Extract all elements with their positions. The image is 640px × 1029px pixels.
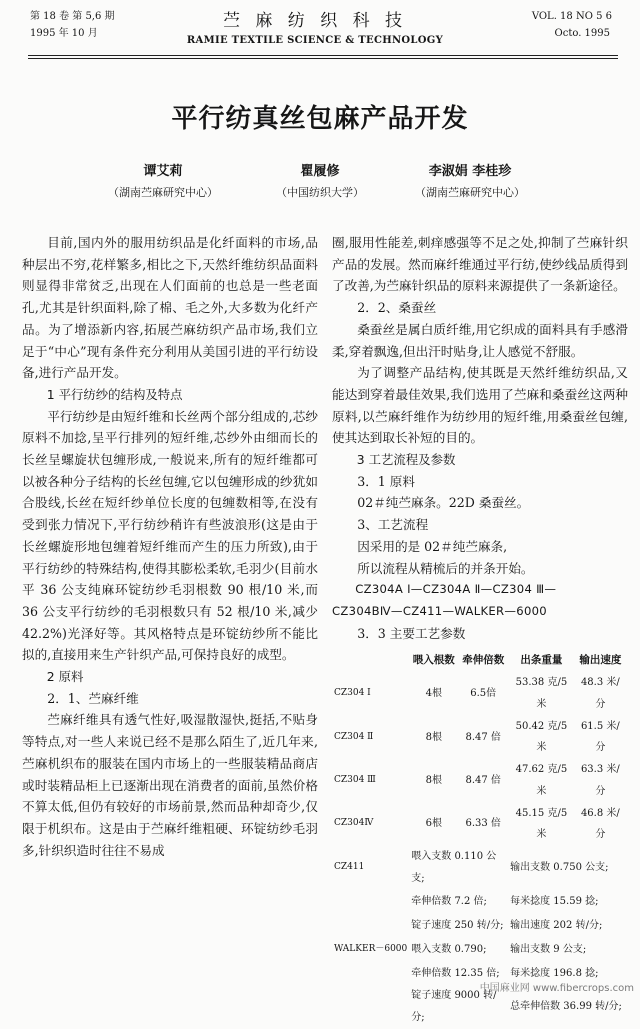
section-2-1-paragraph: 苎麻纤维具有透气性好,吸湿散湿快,挺括,不贴身等特点,对一些人来说已经不是那么陌生了,近几年来,苎麻机织布的服装在国内市场上的一些服装精品商店或时装精品柜上已逐渐出现在消费者的面前,虽然价格不算太低,但仍有较好的市场前景,然而品种却奇少,仅限于机织布。这是由于苎麻纤维粗硬、环锭纺纱毛羽多,针织织造时往往不易成 bbox=[22, 712, 318, 858]
intro-paragraph: 目前,国内外的服用纺织品是化纤面料的市场,品种层出不穷,花样繁多,相比之下,天然纤维纺织品面料则显得非常贫乏,出现在人们面前的也总是一些老面孔,尤其是针织面料,除了棉、毛之外,大多数为化纤产品。为了增添新内容,拓展苎麻纺织产品市场,我们立足于“中心”现有条件充分利用从美国引进的平行纺设备,进行产品开发。 bbox=[22, 235, 318, 381]
section-1-paragraph: 平行纺纱是由短纤维和长丝两个部分组成的,芯纱原料不加捻,呈平行排列的短纤维,芯纱外由细而长的长丝呈螺旋状包缠形成,一般说来,所有的短纤维都可以被各种分子结构的长丝包缠,它以包缠形成的纱犹如合股线,长丝在短纤纱单位长度的包缠数相等,在没有受到张力情况下,平行纺纱稍许有些波浪形(这是由于长丝螺旋形地包缠着短纤维而产生的压力所致),由于平行纺纱的特殊结构,使得其膨松柔软,毛羽少(目前水平 36 公支纯麻环锭纺纱毛羽根数 90 根/10 米,而 36 公支平行纺纱的毛羽根数只有 52 根/10 米,减少 42.2%)光泽好等。其风格特点是环锭纺纱所不能比拟的,直接用来生产针织产品,可保持良好的成型。 bbox=[22, 408, 318, 663]
table-cell: 喂入支数 0.790; bbox=[411, 943, 487, 955]
machine-cell: CZ304Ⅳ bbox=[334, 818, 374, 829]
table-cell: 锭子速度 9000 转/分; bbox=[411, 990, 497, 1024]
section-3-3-heading: 3．3 主要工艺参数 bbox=[357, 625, 466, 641]
table-row bbox=[332, 913, 626, 937]
table-row bbox=[332, 759, 626, 802]
author-affiliation: （湖南苎麻研究中心） bbox=[108, 186, 218, 199]
author-3 bbox=[380, 160, 560, 200]
table-cell: 61.5 米/分 bbox=[580, 720, 620, 754]
table-cell: 每米捻度 196.8 捻; bbox=[510, 967, 599, 979]
author-name: 李淑娟 李桂珍 bbox=[428, 164, 512, 179]
section-3-1-text: 02＃纯苎麻条。22D 桑蚕丝。 bbox=[357, 495, 530, 511]
table-header-cell: 牵伸倍数 bbox=[462, 653, 505, 666]
author-1 bbox=[88, 160, 238, 200]
table-cell: 8.47 倍 bbox=[465, 731, 501, 743]
header-left bbox=[30, 8, 115, 42]
table-cell: 47.62 克/5 米 bbox=[515, 764, 568, 797]
journal-name-en: RAMIE TEXTILE SCIENCE & TECHNOLOGY bbox=[186, 35, 444, 46]
machine-cell: CZ411 bbox=[334, 861, 365, 872]
table-cell: 牵伸倍数 12.35 倍; bbox=[411, 967, 500, 979]
date-cn: 1995 年 10 月 bbox=[30, 28, 98, 39]
site-watermark: 中国麻业网 www.fibercrops.com bbox=[479, 983, 634, 994]
date-en: Octo. 1995 bbox=[554, 28, 610, 39]
section-3-2-line-1: 因采用的是 02＃纯苎麻条, bbox=[357, 538, 508, 554]
table-row bbox=[332, 889, 626, 913]
machine-cell: CZ304 Ⅲ bbox=[334, 775, 376, 786]
author-name: 谭艾莉 bbox=[143, 164, 183, 179]
section-2-2-paragraph-1: 桑蚕丝是属白质纤维,用它织成的面料具有手感滑柔,穿着飘逸,但出汗时贴身,让人感觉不舒服。 bbox=[332, 321, 628, 359]
author-block bbox=[0, 160, 640, 210]
paper-title: 平行纺真丝包麻产品开发 bbox=[171, 104, 469, 134]
table-cell: 6根 bbox=[425, 818, 442, 830]
table-row bbox=[332, 937, 626, 961]
section-3-2-heading: 3、工艺流程 bbox=[357, 517, 429, 533]
table-cell: 喂入支数 0.110 公支; bbox=[411, 850, 497, 884]
table-cell: 4根 bbox=[425, 688, 442, 700]
table-row bbox=[332, 846, 626, 889]
table-cell: 50.42 克/5 米 bbox=[515, 720, 568, 754]
table-cell: 8.47 倍 bbox=[465, 775, 501, 787]
table-row bbox=[332, 803, 626, 846]
section-2-heading: 2 原料 bbox=[46, 669, 84, 685]
section-2-2-heading: 2．2、桑蚕丝 bbox=[357, 300, 437, 316]
table-header-cell: 喂入根数 bbox=[412, 653, 455, 666]
machine-cell: CZ304 Ⅱ bbox=[334, 731, 374, 742]
table-cell: 63.3 米/分 bbox=[580, 764, 620, 797]
table-row bbox=[332, 716, 626, 759]
header-rule-double bbox=[28, 58, 618, 59]
table-cell: 6.5倍 bbox=[470, 688, 497, 700]
author-2 bbox=[250, 160, 390, 200]
machine-cell-empty bbox=[332, 889, 409, 913]
machine-cell-empty bbox=[332, 985, 409, 1028]
process-flow-line-2: CZ304BⅣ—CZ411—WALKER—6000 bbox=[332, 603, 547, 618]
process-parameter-table bbox=[332, 648, 626, 1028]
section-1-heading: 1 平行纺纱的结构及特点 bbox=[46, 386, 183, 402]
section-3-2-line-2: 所以流程从精梳后的并条开始。 bbox=[357, 560, 534, 576]
left-column bbox=[22, 232, 318, 861]
table-cell: 输出支数 0.750 公支; bbox=[510, 861, 609, 873]
table-cell: 53.38 克/5 米 bbox=[515, 677, 568, 711]
section-3-1-heading: 3．1 原料 bbox=[357, 473, 415, 489]
machine-cell-empty bbox=[332, 913, 409, 937]
table-header-cell: 输出速度 bbox=[579, 653, 622, 666]
table-cell: 每米捻度 15.59 捻; bbox=[510, 895, 599, 907]
table-cell: 锭子速度 250 转/分; bbox=[411, 919, 504, 931]
section-3-heading: 3 工艺流程及参数 bbox=[356, 452, 456, 468]
continued-paragraph: 圈,服用性能差,刺痒感强等不足之处,抑制了苎麻针织产品的发展。然而麻纤维通过平行纺,使纱线品质得到了改善,为苎麻针织品的原料来源提供了一条新途径。 bbox=[332, 235, 628, 294]
machine-cell-empty bbox=[332, 961, 409, 985]
author-affiliation: （湖南苎麻研究中心） bbox=[415, 186, 525, 199]
volume-issue-en: VOL. 18 NO 5 6 bbox=[531, 11, 612, 22]
header-rule bbox=[28, 55, 618, 56]
machine-cell: CZ304 Ⅰ bbox=[334, 688, 371, 699]
table-header-cell bbox=[332, 648, 409, 672]
table-header-cell: 出条重量 bbox=[520, 653, 563, 666]
process-flow-line-1: CZ304A Ⅰ—CZ304A Ⅱ—CZ304 Ⅲ— bbox=[355, 582, 557, 597]
table-cell: 总牵伸倍数 36.99 转/分; bbox=[510, 1001, 622, 1013]
table-cell: 牵伸倍数 7.2 倍; bbox=[411, 895, 487, 907]
table-cell: 45.15 克/5 米 bbox=[515, 807, 568, 841]
journal-header bbox=[0, 0, 640, 60]
header-right bbox=[532, 8, 612, 42]
volume-issue-cn: 第 18 卷 第 5,6 期 bbox=[30, 11, 115, 22]
table-row bbox=[332, 672, 626, 715]
author-name: 瞿履修 bbox=[300, 164, 340, 179]
table-cell: 46.8 米/分 bbox=[580, 807, 620, 841]
table-header-row bbox=[332, 648, 626, 672]
journal-name-cn: 苎 麻 纺 织 科 技 bbox=[222, 11, 408, 31]
header-center bbox=[150, 6, 480, 46]
author-affiliation: （中国纺织大学） bbox=[276, 186, 364, 199]
table-cell: 6.33 倍 bbox=[465, 818, 501, 830]
table-cell: 48.3 米/分 bbox=[580, 677, 620, 711]
table-cell: 输出速度 202 转/分; bbox=[510, 919, 603, 931]
table-cell: 8根 bbox=[425, 731, 442, 743]
table-cell: 输出支数 9 公支; bbox=[510, 943, 587, 955]
machine-cell: WALKER－6000 bbox=[334, 943, 408, 954]
table-cell: 8根 bbox=[425, 775, 442, 787]
section-2-2-paragraph-2: 为了调整产品结构,使其既是天然纤维纺织品,又能达到穿着最佳效果,我们选用了苎麻和桑蚕丝这两种原料,以苎麻纤维作为纺纱用的短纤维,用桑蚕丝包缠,使其达到取长补短的目的。 bbox=[332, 365, 628, 446]
right-column bbox=[332, 232, 628, 1029]
section-2-1-heading: 2．1、苎麻纤维 bbox=[47, 690, 139, 706]
